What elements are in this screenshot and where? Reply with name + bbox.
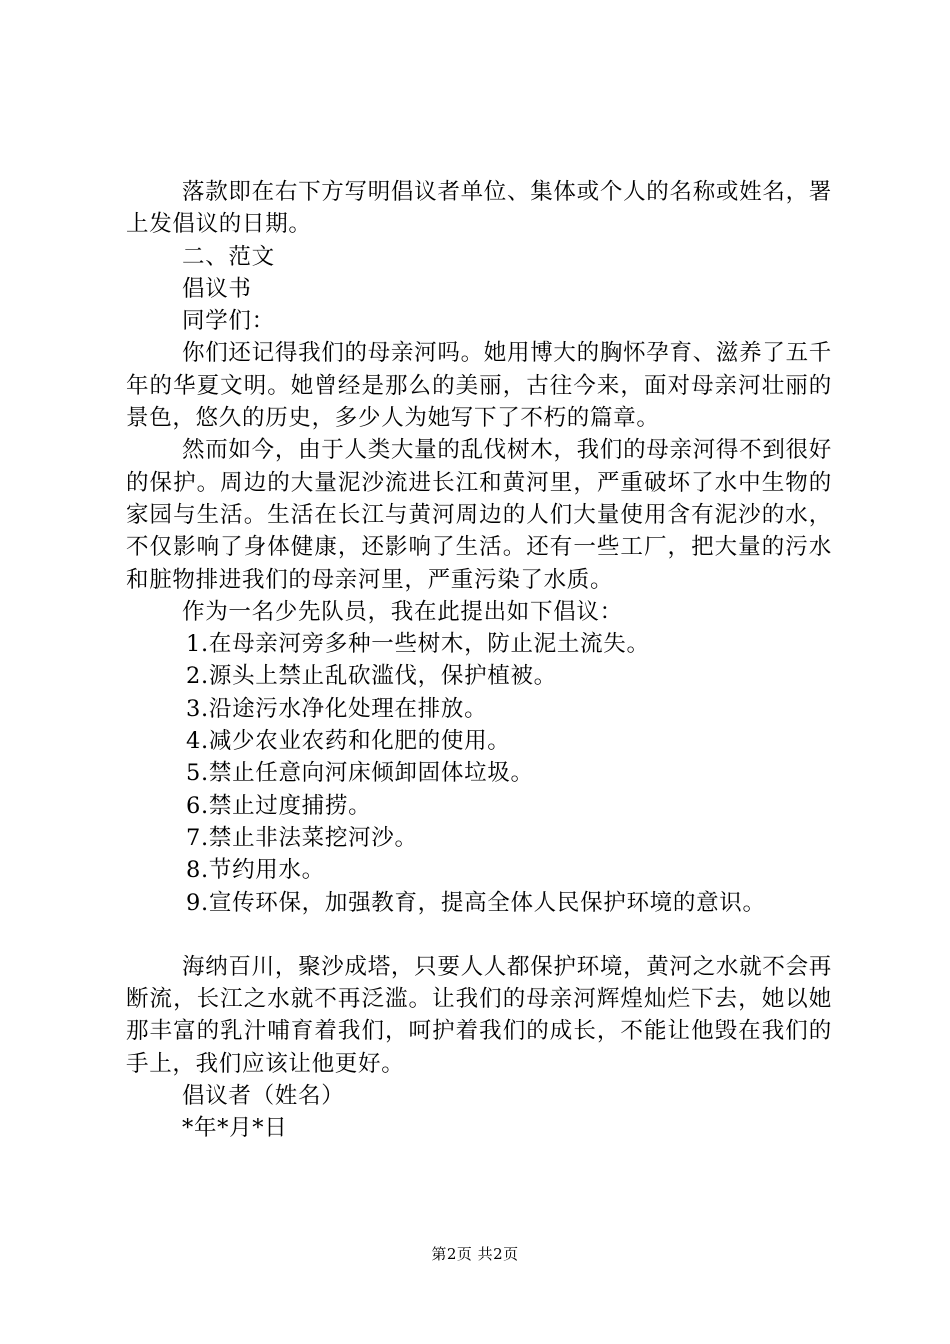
proposal-item: 7.禁止非法菜挖河沙。 [186, 824, 418, 851]
salutation: 同学们： [182, 308, 275, 335]
proposal-item: 4.减少农业农药和化肥的使用。 [186, 728, 511, 755]
closing-paragraph: 海纳百川，聚沙成塔，只要人人都保护环境，黄河之水就不会再断流，长江之水就不再泛滥。让我们的母亲河辉煌灿烂下去，她以她那丰富的乳汁哺育着我们，呵护着我们的成长，不能让他毁在我们的手上，我们应该让他更好。 [126, 953, 832, 1077]
proposal-item: 5.禁止任意向河床倾卸固体垃圾。 [186, 760, 534, 787]
date: *年*月*日 [182, 1115, 288, 1142]
proposal-item: 2.源头上禁止乱砍滥伐，保护植被。 [186, 663, 557, 690]
intro-paragraph: 落款即在右下方写明倡议者单位、集体或个人的名称或姓名，署上发倡议的日期。 [126, 179, 832, 238]
document-title: 倡议书 [182, 275, 252, 302]
section-heading: 二、范文 [182, 243, 275, 270]
proposal-item: 1.在母亲河旁多种一些树木，防止泥土流失。 [186, 631, 650, 658]
page-footer: 第2页 共2页 [431, 1245, 519, 1263]
body-paragraph: 然而如今，由于人类大量的乱伐树木，我们的母亲河得不到很好的保护。周边的大量泥沙流进长江和黄河里，严重破坏了水中生物的家园与生活。生活在长江与黄河周边的人们大量使用含有泥沙的水，不仅影响了身体健康，还影响了生活。还有一些工厂，把大量的污水和脏物排进我们的母亲河里，严重污染了水质。 [126, 437, 832, 593]
proposal-item: 8.节约用水。 [186, 857, 325, 884]
proposal-item: 9.宣传环保，加强教育，提高全体人民保护环境的意识。 [186, 889, 766, 916]
proposal-list [126, 628, 832, 919]
document-body [126, 176, 832, 1145]
paragraph-spacer [126, 919, 832, 951]
body-paragraph: 你们还记得我们的母亲河吗。她用博大的胸怀孕育、滋养了五千年的华夏文明。她曾经是那么的美丽，古往今来，面对母亲河壮丽的景色，悠久的历史，多少人为她写下了不朽的篇章。 [126, 340, 832, 432]
signature: 倡议者（姓名） [182, 1083, 345, 1110]
proposal-item: 6.禁止过度捕捞。 [186, 792, 372, 819]
proposal-item: 3.沿途污水净化处理在排放。 [186, 695, 488, 722]
proposal-intro: 作为一名少先队员，我在此提出如下倡议： [182, 598, 623, 625]
